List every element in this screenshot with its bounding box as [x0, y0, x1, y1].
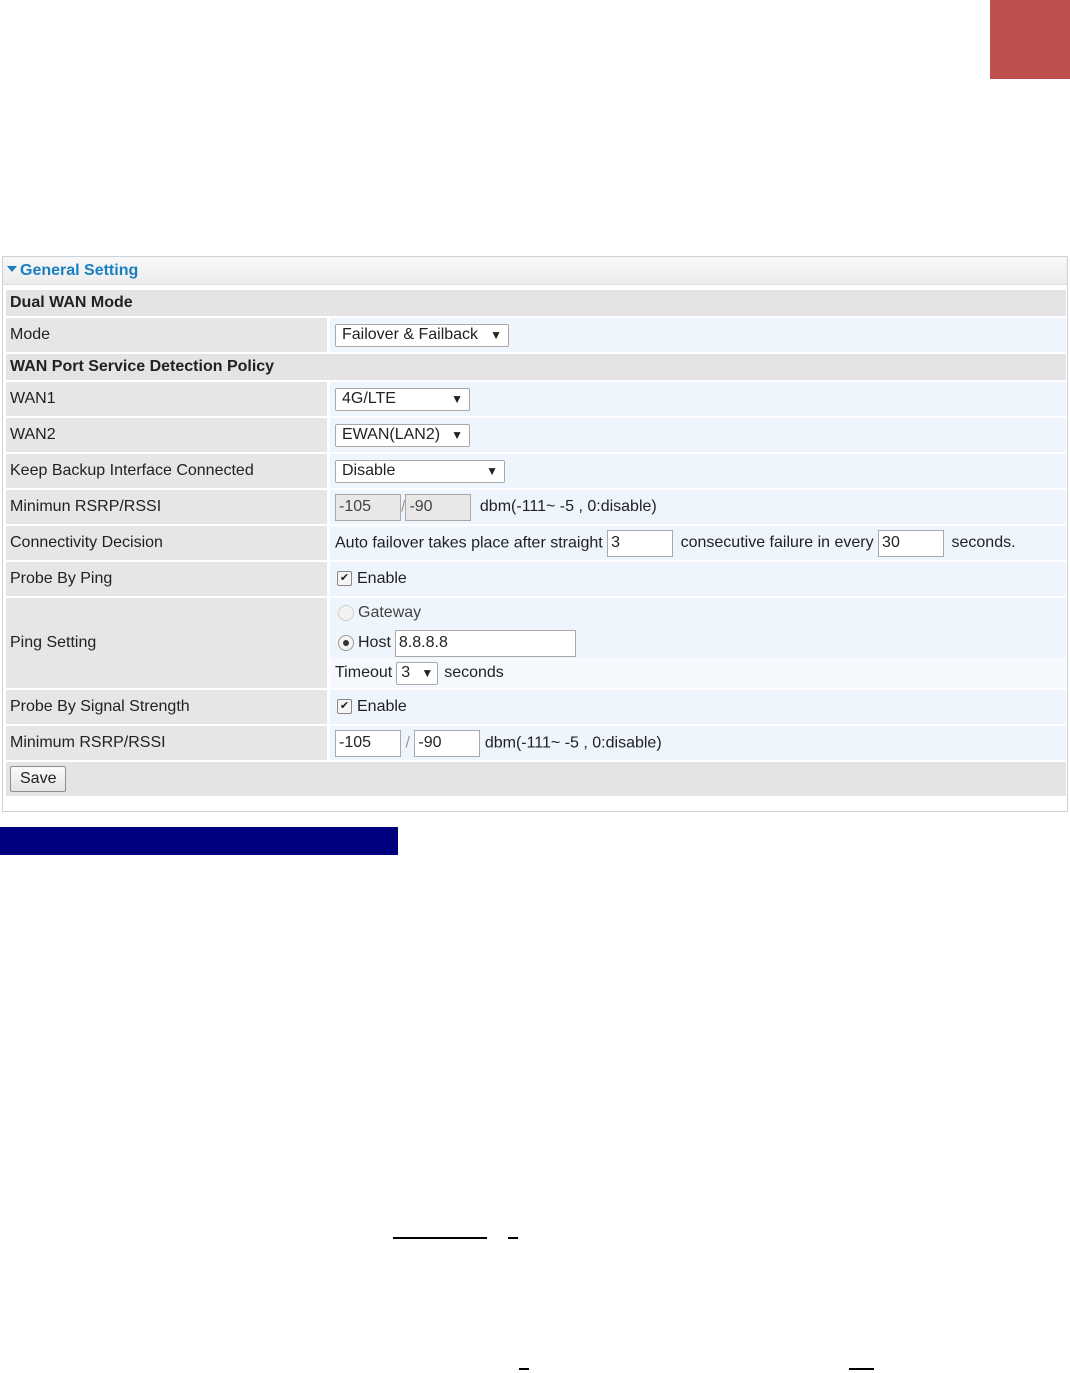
probe-ping-label: Probe By Ping [6, 562, 330, 596]
wan2-label: WAN2 [6, 418, 330, 452]
rssi-top-input[interactable]: -90 [405, 494, 471, 521]
dropdown-arrow-icon: ▼ [451, 428, 463, 442]
gateway-radio[interactable] [338, 605, 354, 621]
probe-ping-checkbox[interactable]: ✔ [337, 571, 352, 586]
probe-signal-checkbox[interactable]: ✔ [337, 699, 352, 714]
gateway-row [330, 598, 1066, 628]
rsrp-separator: / [405, 734, 410, 752]
section-dual-wan-mode: Dual WAN Mode [6, 290, 1066, 316]
keep-backup-select[interactable] [335, 460, 505, 483]
timeout-select-value: 3 [401, 664, 411, 681]
min-rsrp-top-label: Minimun RSRP/RSSI [6, 490, 330, 524]
rsrp-separator: / [401, 498, 406, 516]
ping-setting-label: Ping Setting [6, 598, 330, 688]
collapse-triangle-icon [7, 266, 17, 272]
dropdown-arrow-icon: ▼ [451, 392, 463, 406]
rsrp-top-input[interactable]: -105 [335, 494, 401, 521]
probe-signal-label: Probe By Signal Strength [6, 690, 330, 724]
failures-input[interactable]: 3 [607, 530, 673, 557]
wan1-select[interactable] [335, 388, 470, 411]
mode-select[interactable] [335, 324, 509, 347]
host-input[interactable]: 8.8.8.8 [395, 630, 576, 657]
panel-title: General Setting [20, 261, 139, 279]
probe-signal-enable-label: Enable [357, 698, 407, 715]
timeout-label: Timeout [335, 664, 393, 681]
connectivity-label: Connectivity Decision [6, 526, 330, 560]
nav-bar [0, 827, 398, 855]
corner-decoration [990, 0, 1070, 79]
wan1-select-value: 4G/LTE [342, 390, 396, 407]
connectivity-text1: Auto failover takes place after straight [335, 534, 603, 552]
dropdown-arrow-icon: ▼ [490, 328, 502, 342]
mode-select-value: Failover & Failback [342, 326, 479, 343]
host-row [330, 628, 1066, 658]
rsrp-top-hint: dbm(-111~ -5 , 0:disable) [479, 498, 657, 516]
host-radio[interactable] [338, 635, 354, 651]
underline-mark [508, 1237, 518, 1239]
timeout-unit: seconds [444, 664, 504, 681]
settings-table [6, 288, 1066, 798]
save-button[interactable]: Save [10, 766, 66, 792]
section-detection-policy: WAN Port Service Detection Policy [6, 354, 1066, 380]
keep-backup-label: Keep Backup Interface Connected [6, 454, 330, 488]
rsrp-bottom-input[interactable]: -105 [335, 730, 401, 757]
underline-mark [393, 1237, 487, 1239]
min-rsrp-bottom-label: Minimum RSRP/RSSI [6, 726, 330, 760]
save-row [6, 762, 1066, 796]
timeout-select[interactable] [396, 662, 438, 685]
timeout-row [330, 658, 1066, 688]
panel-header[interactable] [3, 257, 1067, 285]
rssi-bottom-input[interactable]: -90 [414, 730, 480, 757]
underline-mark [849, 1368, 874, 1370]
dropdown-arrow-icon: ▼ [486, 464, 498, 478]
wan2-select[interactable] [335, 424, 470, 447]
probe-ping-enable-label: Enable [357, 570, 407, 587]
mode-label: Mode [6, 318, 330, 352]
wan2-select-value: EWAN(LAN2) [342, 426, 441, 443]
gateway-radio-label: Gateway [358, 604, 422, 621]
wan1-label: WAN1 [6, 382, 330, 416]
underline-mark [519, 1368, 529, 1370]
connectivity-text3: seconds. [951, 534, 1016, 552]
rsrp-bottom-hint: dbm(-111~ -5 , 0:disable) [484, 734, 662, 752]
connectivity-text2: consecutive failure in every [680, 534, 874, 552]
interval-input[interactable]: 30 [878, 530, 944, 557]
general-setting-panel [2, 256, 1068, 812]
keep-backup-select-value: Disable [342, 462, 396, 479]
dropdown-arrow-icon: ▼ [421, 666, 434, 680]
host-radio-label: Host [358, 634, 391, 651]
